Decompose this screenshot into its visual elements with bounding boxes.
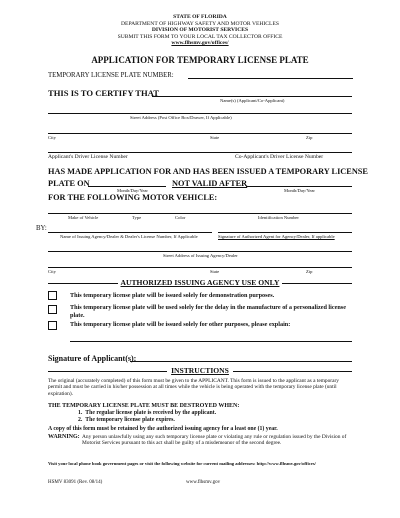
city-caption: City [48, 135, 56, 140]
plate-number-field[interactable] [188, 78, 353, 79]
instructions-paragraph: The original (accurately completed) of this form must be given to the APPLICANT. This form is issued to the applicant as a temporary permit and must be carried in his/her possession at all times while the vehicle is being operated with the temporary license plate (until expiration). [48, 378, 339, 397]
co-dl-caption: Co-Applicant's Driver License Number [235, 154, 324, 160]
issued-statement: HAS MADE APPLICATION FOR AND HAS BEEN ISSUED A TEMPORARY LICENSE [48, 167, 368, 176]
applicant-signature-field[interactable] [130, 361, 352, 362]
agency-street-field[interactable] [48, 251, 352, 252]
option-personalized: This temporary license plate will be used solely for the delay in the manufacture of a personalized license plate. [70, 304, 346, 319]
type-caption: Type [132, 215, 142, 220]
agency-street-caption: Street Address of Issuing Agency/Dealer [163, 253, 238, 258]
offices-link[interactable]: www.flhsmv.gov/offices/ [171, 40, 229, 46]
city2-caption: City [48, 269, 56, 274]
applicant-signature-label: Signature of Applicant(s): [48, 354, 137, 363]
agent-signature-field[interactable] [218, 232, 352, 233]
agency-use-heading [0, 278, 400, 287]
department-name: DEPARTMENT OF HIGHWAY SAFETY AND MOTOR VEHICLES [121, 20, 279, 27]
instructions-heading-text: INSTRUCTIONS [167, 366, 233, 375]
agent-signature-caption: Signature of Authorized Agent for Agency/Dealer, If applicable [218, 234, 335, 239]
demonstration-checkbox[interactable] [48, 291, 57, 300]
vehicle-info-field[interactable] [48, 213, 352, 214]
plate-number-label: TEMPORARY LICENSE PLATE NUMBER: [48, 72, 174, 79]
destroyed-item-1-text: The regular license plate is received by the applicant. [85, 410, 217, 416]
other-purpose-checkbox[interactable] [48, 321, 57, 330]
form-number: HSMV 83091 (Rev. 08/14) [48, 480, 103, 485]
following-vehicle-label: FOR THE FOLLOWING MOTOR VEHICLE: [48, 193, 218, 202]
destroyed-item-1: 1. The regular license plate is received by the applicant. [78, 410, 217, 416]
street-address-field[interactable] [48, 113, 352, 114]
submit-instruction: SUBMIT THIS FORM TO YOUR LOCAL TAX COLLECTOR OFFICE [117, 33, 283, 40]
zip-caption: Zip [306, 135, 313, 140]
date1-caption: Month/Day/Year [117, 188, 148, 193]
other-explanation-field[interactable] [70, 341, 352, 342]
instructions-heading [0, 366, 400, 375]
state-name: STATE OF FLORIDA [173, 14, 227, 20]
footer-url: www.flhsmv.gov [186, 480, 221, 485]
agency-name-field[interactable] [48, 232, 212, 233]
state2-caption: State [210, 269, 220, 274]
form-title: APPLICATION FOR TEMPORARY LICENSE PLATE [91, 55, 309, 65]
warning-label: WARNING: [48, 434, 80, 440]
names-caption: Name(s) (Applicant/Co-Applicant) [220, 98, 285, 103]
not-valid-after-label: NOT VALID AFTER [172, 179, 248, 188]
agency-city-state-zip-field[interactable] [48, 267, 352, 268]
destroyed-item-2-text: The temporary license plate expires. [85, 417, 175, 423]
by-label: BY: [36, 225, 47, 232]
option-demonstration: This temporary license plate will be issued solely for demonstration purposes. [70, 292, 275, 299]
destroyed-item-2: 2. The temporary license plate expires. [78, 417, 175, 423]
certify-label: THIS IS TO CERTIFY THAT [48, 88, 159, 98]
applicant-names-field[interactable] [152, 96, 352, 97]
date2-caption: Month/Day/Year [284, 188, 315, 193]
expiration-date-field[interactable] [246, 186, 352, 187]
footer-note: Visit your local phone book government pages or visit the following website for current mailing addresses: http://www.flhsmv.gov/offices/ [48, 461, 316, 466]
state-caption: State [210, 135, 220, 140]
destroyed-heading: THE TEMPORARY LICENSE PLATE MUST BE DESTROYED WHEN: [48, 403, 240, 409]
dl-caption: Applicant's Driver License Number [48, 154, 128, 160]
copy-retained-note: A copy of this form must be retained by the authorized issuing agency for a least one (1) year. [48, 426, 278, 432]
street-caption: Street Address (Post Office Box/Drawer, If Applicable) [130, 115, 232, 120]
warning-text: Any person unlawfully using any such temporary license plate or violating any rule or regulation issued by the Division of Motorist Services pursuant to this act shall be guilty of a misdemeanor of the second degree. [82, 434, 347, 447]
division-name: DIVISION OF MOTORIST SERVICES [151, 27, 249, 33]
personalized-plate-checkbox[interactable] [48, 305, 57, 314]
agency-name-caption: Name of Issuing Agency/Dealer & Dealer's License Number, If Applicable [60, 234, 198, 239]
city-state-zip-field[interactable] [48, 133, 352, 134]
color-caption: Color [175, 215, 186, 220]
zip2-caption: Zip [306, 269, 313, 274]
issue-date-field[interactable] [88, 186, 166, 187]
agency-use-heading-text: AUTHORIZED ISSUING AGENCY USE ONLY [118, 278, 283, 287]
plate-on-label: PLATE ON [48, 179, 90, 188]
driver-license-field[interactable] [48, 152, 352, 153]
option-other: This temporary license plate will be issued solely for other purposes, please explain: [70, 321, 291, 328]
make-caption: Make of Vehicle [68, 215, 99, 220]
vin-caption: Identification Number [258, 215, 299, 220]
